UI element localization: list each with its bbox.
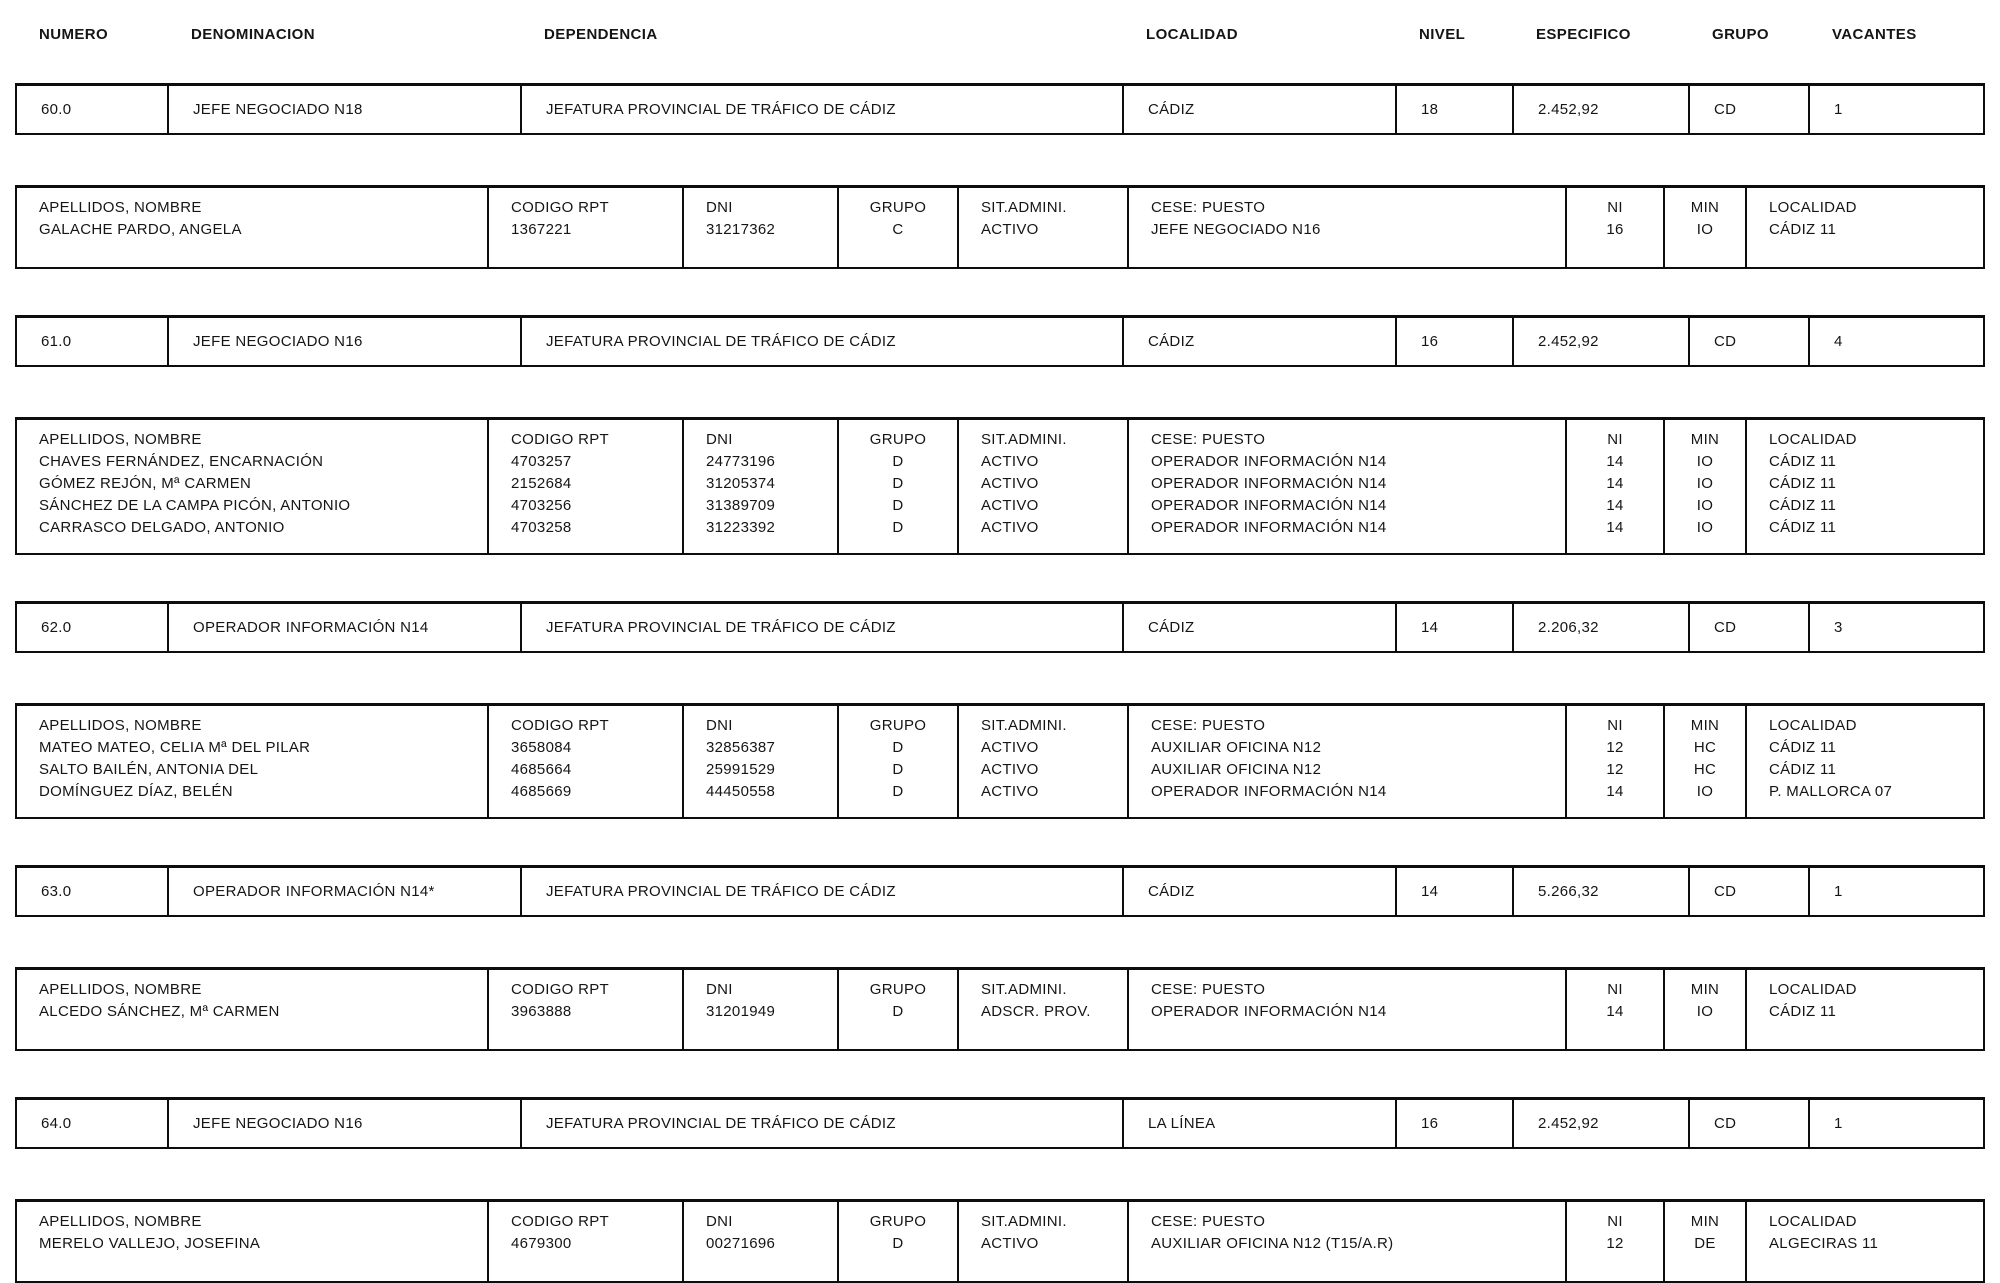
staff-col-ni [1567, 420, 1665, 553]
staff-col-dni [684, 1202, 839, 1281]
position-localidad: CÁDIZ [1124, 868, 1397, 915]
staff-header-label: NI [1607, 431, 1623, 448]
staff-header-label: CODIGO RPT [511, 1213, 610, 1230]
staff-value: IO [1696, 475, 1714, 492]
staff-value: 00271696 [706, 1235, 776, 1252]
staff-header-label: SIT.ADMINI. [981, 199, 1067, 216]
staff-value: CÁDIZ 11 [1769, 221, 1837, 238]
staff-value: 14 [1606, 475, 1624, 492]
staff-value: CÁDIZ 11 [1769, 519, 1837, 536]
staff-value: CARRASCO DELGADO, ANTONIO [39, 519, 285, 536]
staff-col-sit-admini [959, 188, 1129, 267]
staff-block [15, 703, 1985, 819]
position-section [15, 83, 1985, 269]
staff-header-label: DNI [706, 1213, 733, 1230]
staff-value: IO [1696, 497, 1714, 514]
staff-value: D [892, 1003, 904, 1020]
staff-header-label: SIT.ADMINI. [981, 1213, 1067, 1230]
staff-block [15, 1199, 1985, 1283]
staff-col-dni [684, 970, 839, 1049]
staff-value: CÁDIZ 11 [1769, 453, 1837, 470]
staff-header-label: CESE: PUESTO [1151, 431, 1266, 448]
position-vacantes: 1 [1834, 101, 1843, 118]
position-nivel: 16 [1397, 1100, 1514, 1147]
staff-value: ALGECIRAS 11 [1769, 1235, 1879, 1252]
staff-value: D [892, 783, 904, 800]
staff-col-apellidos-nombre [17, 970, 489, 1049]
staff-col-min [1665, 970, 1747, 1049]
staff-header-label: DNI [706, 431, 733, 448]
staff-header-label: LOCALIDAD [1769, 1213, 1857, 1230]
staff-value: 4685664 [511, 761, 572, 778]
staff-value: ADSCR. PROV. [981, 1003, 1091, 1020]
position-vacantes: 3 [1834, 619, 1843, 636]
staff-value: 4703258 [511, 519, 572, 536]
staff-col-ni [1567, 706, 1665, 817]
position-section [15, 1097, 1985, 1283]
staff-value: 3658084 [511, 739, 572, 756]
staff-col-grupo [839, 706, 959, 817]
column-header-nivel: NIVEL [1419, 26, 1466, 43]
position-vacantes: 4 [1834, 333, 1843, 350]
staff-header-label: DNI [706, 199, 733, 216]
staff-value: 14 [1606, 453, 1624, 470]
staff-value: ACTIVO [981, 221, 1039, 238]
staff-value: IO [1696, 783, 1714, 800]
staff-col-localidad [1747, 970, 1970, 1049]
column-header-grupo: GRUPO [1712, 26, 1770, 43]
staff-header-label: GRUPO [869, 1213, 927, 1230]
staff-col-cese-puesto [1129, 188, 1567, 267]
staff-value: 24773196 [706, 453, 776, 470]
staff-col-cese-puesto [1129, 970, 1567, 1049]
staff-value: P. MALLORCA 07 [1769, 783, 1893, 800]
staff-value: 14 [1606, 497, 1624, 514]
staff-value: ACTIVO [981, 1235, 1039, 1252]
staff-col-ni [1567, 970, 1665, 1049]
staff-value: ACTIVO [981, 497, 1039, 514]
staff-col-codigo-rpt [489, 706, 684, 817]
position-denominacion: JEFE NEGOCIADO N18 [169, 86, 522, 133]
staff-col-codigo-rpt [489, 1202, 684, 1281]
position-row [15, 1097, 1985, 1149]
staff-header-label: MIN [1690, 1213, 1720, 1230]
staff-value: OPERADOR INFORMACIÓN N14 [1151, 497, 1387, 514]
position-dependencia: JEFATURA PROVINCIAL DE TRÁFICO DE CÁDIZ [522, 1100, 1124, 1147]
staff-header-label: CESE: PUESTO [1151, 717, 1266, 734]
staff-value: GALACHE PARDO, ANGELA [39, 221, 242, 238]
staff-header-label: LOCALIDAD [1769, 717, 1857, 734]
staff-col-cese-puesto [1129, 420, 1567, 553]
staff-header-label: DNI [706, 717, 733, 734]
staff-value: OPERADOR INFORMACIÓN N14 [1151, 1003, 1387, 1020]
position-nivel: 18 [1397, 86, 1514, 133]
staff-value: D [892, 497, 904, 514]
staff-header-label: LOCALIDAD [1769, 431, 1857, 448]
staff-col-localidad [1747, 420, 1970, 553]
position-denominacion: JEFE NEGOCIADO N16 [169, 318, 522, 365]
position-denominacion: JEFE NEGOCIADO N16 [169, 1100, 522, 1147]
staff-block [15, 967, 1985, 1051]
staff-header-label: SIT.ADMINI. [981, 431, 1067, 448]
staff-header-label: APELLIDOS, NOMBRE [39, 199, 202, 216]
staff-header-label: CODIGO RPT [511, 431, 610, 448]
staff-col-dni [684, 420, 839, 553]
staff-col-ni [1567, 1202, 1665, 1281]
staff-header-label: CESE: PUESTO [1151, 199, 1266, 216]
staff-value: 14 [1606, 519, 1624, 536]
staff-value: D [892, 453, 904, 470]
positions-list [15, 83, 1985, 1283]
staff-value: CÁDIZ 11 [1769, 761, 1837, 778]
staff-value: 14 [1606, 1003, 1624, 1020]
column-header-localidad: LOCALIDAD [1146, 26, 1238, 43]
staff-col-grupo [839, 420, 959, 553]
staff-col-sit-admini [959, 1202, 1129, 1281]
staff-header-label: SIT.ADMINI. [981, 981, 1067, 998]
staff-value: ALCEDO SÁNCHEZ, Mª CARMEN [39, 1003, 280, 1020]
staff-col-codigo-rpt [489, 420, 684, 553]
staff-value: MERELO VALLEJO, JOSEFINA [39, 1235, 261, 1252]
staff-col-localidad [1747, 188, 1970, 267]
staff-value: HC [1693, 761, 1717, 778]
position-row [15, 315, 1985, 367]
staff-header-label: NI [1607, 717, 1623, 734]
staff-value: D [892, 761, 904, 778]
staff-col-min [1665, 188, 1747, 267]
staff-col-grupo [839, 188, 959, 267]
staff-value: D [892, 475, 904, 492]
staff-col-apellidos-nombre [17, 188, 489, 267]
staff-col-min [1665, 706, 1747, 817]
staff-value: ACTIVO [981, 453, 1039, 470]
column-header-vacantes: VACANTES [1832, 26, 1917, 43]
staff-block [15, 185, 1985, 269]
position-especifico: 2.452,92 [1514, 318, 1690, 365]
column-header-dependencia: DEPENDENCIA [544, 26, 658, 43]
column-header-numero: NUMERO [39, 26, 109, 43]
staff-value: ACTIVO [981, 475, 1039, 492]
staff-col-codigo-rpt [489, 970, 684, 1049]
position-numero: 64.0 [17, 1100, 169, 1147]
position-dependencia: JEFATURA PROVINCIAL DE TRÁFICO DE CÁDIZ [522, 86, 1124, 133]
staff-value: SÁNCHEZ DE LA CAMPA PICÓN, ANTONIO [39, 497, 351, 514]
position-localidad: CÁDIZ [1124, 318, 1397, 365]
staff-header-label: NI [1607, 199, 1623, 216]
position-especifico: 5.266,32 [1514, 868, 1690, 915]
staff-value: 25991529 [706, 761, 776, 778]
staff-value: IO [1696, 221, 1714, 238]
position-denominacion: OPERADOR INFORMACIÓN N14* [169, 868, 522, 915]
staff-value: IO [1696, 519, 1714, 536]
staff-value: 44450558 [706, 783, 776, 800]
staff-header-label: MIN [1690, 981, 1720, 998]
staff-value: 12 [1606, 739, 1624, 756]
staff-header-label: APELLIDOS, NOMBRE [39, 981, 202, 998]
staff-value: C [892, 221, 904, 238]
column-headers-row [15, 26, 1985, 43]
staff-col-min [1665, 420, 1747, 553]
staff-value: 4679300 [511, 1235, 572, 1252]
staff-col-dni [684, 706, 839, 817]
staff-value: MATEO MATEO, CELIA Mª DEL PILAR [39, 739, 311, 756]
staff-col-sit-admini [959, 706, 1129, 817]
staff-value: D [892, 739, 904, 756]
staff-value: DE [1694, 1235, 1716, 1252]
staff-value: 4703257 [511, 453, 572, 470]
staff-value: JEFE NEGOCIADO N16 [1151, 221, 1321, 238]
staff-value: ACTIVO [981, 783, 1039, 800]
position-section [15, 601, 1985, 819]
staff-col-apellidos-nombre [17, 706, 489, 817]
staff-col-sit-admini [959, 970, 1129, 1049]
position-vacantes: 1 [1834, 883, 1843, 900]
staff-value: 2152684 [511, 475, 572, 492]
staff-value: IO [1696, 1003, 1714, 1020]
staff-value: D [892, 519, 904, 536]
staff-value: ACTIVO [981, 519, 1039, 536]
position-localidad: CÁDIZ [1124, 86, 1397, 133]
position-grupo: CD [1690, 604, 1810, 651]
staff-col-grupo [839, 970, 959, 1049]
staff-col-cese-puesto [1129, 1202, 1567, 1281]
staff-value: SALTO BAILÉN, ANTONIA DEL [39, 761, 259, 778]
staff-col-apellidos-nombre [17, 1202, 489, 1281]
position-numero: 63.0 [17, 868, 169, 915]
column-header-especifico: ESPECIFICO [1536, 26, 1631, 43]
staff-value: CÁDIZ 11 [1769, 497, 1837, 514]
staff-value: 32856387 [706, 739, 776, 756]
staff-value: 31205374 [706, 475, 776, 492]
staff-value: 4703256 [511, 497, 572, 514]
position-row [15, 865, 1985, 917]
staff-header-label: CESE: PUESTO [1151, 1213, 1266, 1230]
staff-header-label: NI [1607, 981, 1623, 998]
staff-col-ni [1567, 188, 1665, 267]
position-localidad: LA LÍNEA [1124, 1100, 1397, 1147]
staff-value: CÁDIZ 11 [1769, 475, 1837, 492]
staff-header-label: CESE: PUESTO [1151, 981, 1266, 998]
staff-header-label: APELLIDOS, NOMBRE [39, 717, 202, 734]
staff-value: 14 [1606, 783, 1624, 800]
staff-col-sit-admini [959, 420, 1129, 553]
position-dependencia: JEFATURA PROVINCIAL DE TRÁFICO DE CÁDIZ [522, 604, 1124, 651]
position-grupo: CD [1690, 868, 1810, 915]
staff-col-localidad [1747, 706, 1970, 817]
staff-header-label: MIN [1690, 717, 1720, 734]
staff-value: ACTIVO [981, 739, 1039, 756]
position-especifico: 2.452,92 [1514, 86, 1690, 133]
staff-value: DOMÍNGUEZ DÍAZ, BELÉN [39, 783, 233, 800]
staff-value: AUXILIAR OFICINA N12 [1151, 739, 1322, 756]
staff-col-localidad [1747, 1202, 1970, 1281]
staff-col-dni [684, 188, 839, 267]
staff-value: 31217362 [706, 221, 776, 238]
staff-value: D [892, 1235, 904, 1252]
staff-header-label: MIN [1690, 431, 1720, 448]
position-grupo: CD [1690, 318, 1810, 365]
staff-header-label: CODIGO RPT [511, 981, 610, 998]
staff-col-min [1665, 1202, 1747, 1281]
staff-value: 31223392 [706, 519, 776, 536]
staff-value: OPERADOR INFORMACIÓN N14 [1151, 453, 1387, 470]
staff-value: OPERADOR INFORMACIÓN N14 [1151, 475, 1387, 492]
staff-value: IO [1696, 453, 1714, 470]
position-grupo: CD [1690, 1100, 1810, 1147]
staff-value: 3963888 [511, 1003, 572, 1020]
staff-value: 1367221 [511, 221, 572, 238]
staff-header-label: MIN [1690, 199, 1720, 216]
position-localidad: CÁDIZ [1124, 604, 1397, 651]
position-especifico: 2.206,32 [1514, 604, 1690, 651]
staff-header-label: CODIGO RPT [511, 199, 610, 216]
staff-value: CHAVES FERNÁNDEZ, ENCARNACIÓN [39, 453, 324, 470]
position-section [15, 315, 1985, 555]
staff-header-label: GRUPO [869, 981, 927, 998]
staff-value: AUXILIAR OFICINA N12 (T15/A.R) [1151, 1235, 1394, 1252]
position-vacantes: 1 [1834, 1115, 1843, 1132]
staff-col-codigo-rpt [489, 188, 684, 267]
position-grupo: CD [1690, 86, 1810, 133]
staff-header-label: NI [1607, 1213, 1623, 1230]
staff-value: 16 [1606, 221, 1624, 238]
position-numero: 62.0 [17, 604, 169, 651]
column-header-denominacion: DENOMINACION [191, 26, 315, 43]
staff-value: CÁDIZ 11 [1769, 1003, 1837, 1020]
position-especifico: 2.452,92 [1514, 1100, 1690, 1147]
position-dependencia: JEFATURA PROVINCIAL DE TRÁFICO DE CÁDIZ [522, 318, 1124, 365]
staff-block [15, 417, 1985, 555]
position-nivel: 14 [1397, 604, 1514, 651]
position-dependencia: JEFATURA PROVINCIAL DE TRÁFICO DE CÁDIZ [522, 868, 1124, 915]
staff-value: 12 [1606, 1235, 1624, 1252]
staff-header-label: SIT.ADMINI. [981, 717, 1067, 734]
staff-header-label: LOCALIDAD [1769, 981, 1857, 998]
staff-col-cese-puesto [1129, 706, 1567, 817]
staff-value: ACTIVO [981, 761, 1039, 778]
staff-header-label: APELLIDOS, NOMBRE [39, 1213, 202, 1230]
staff-value: 31201949 [706, 1003, 776, 1020]
staff-header-label: LOCALIDAD [1769, 199, 1857, 216]
staff-value: OPERADOR INFORMACIÓN N14 [1151, 519, 1387, 536]
staff-header-label: DNI [706, 981, 733, 998]
position-nivel: 14 [1397, 868, 1514, 915]
staff-header-label: GRUPO [869, 717, 927, 734]
staff-value: 4685669 [511, 783, 572, 800]
staff-value: 31389709 [706, 497, 776, 514]
staff-value: CÁDIZ 11 [1769, 739, 1837, 756]
staff-header-label: APELLIDOS, NOMBRE [39, 431, 202, 448]
staff-value: AUXILIAR OFICINA N12 [1151, 761, 1322, 778]
position-row [15, 601, 1985, 653]
staff-col-apellidos-nombre [17, 420, 489, 553]
position-nivel: 16 [1397, 318, 1514, 365]
position-row [15, 83, 1985, 135]
position-denominacion: OPERADOR INFORMACIÓN N14 [169, 604, 522, 651]
position-section [15, 865, 1985, 1051]
staff-header-label: GRUPO [869, 431, 927, 448]
staff-header-label: CODIGO RPT [511, 717, 610, 734]
staff-value: 12 [1606, 761, 1624, 778]
staff-value: OPERADOR INFORMACIÓN N14 [1151, 783, 1387, 800]
staff-header-label: GRUPO [869, 199, 927, 216]
position-numero: 60.0 [17, 86, 169, 133]
staff-value: GÓMEZ REJÓN, Mª CARMEN [39, 475, 252, 492]
staff-value: HC [1693, 739, 1717, 756]
position-numero: 61.0 [17, 318, 169, 365]
staff-col-grupo [839, 1202, 959, 1281]
